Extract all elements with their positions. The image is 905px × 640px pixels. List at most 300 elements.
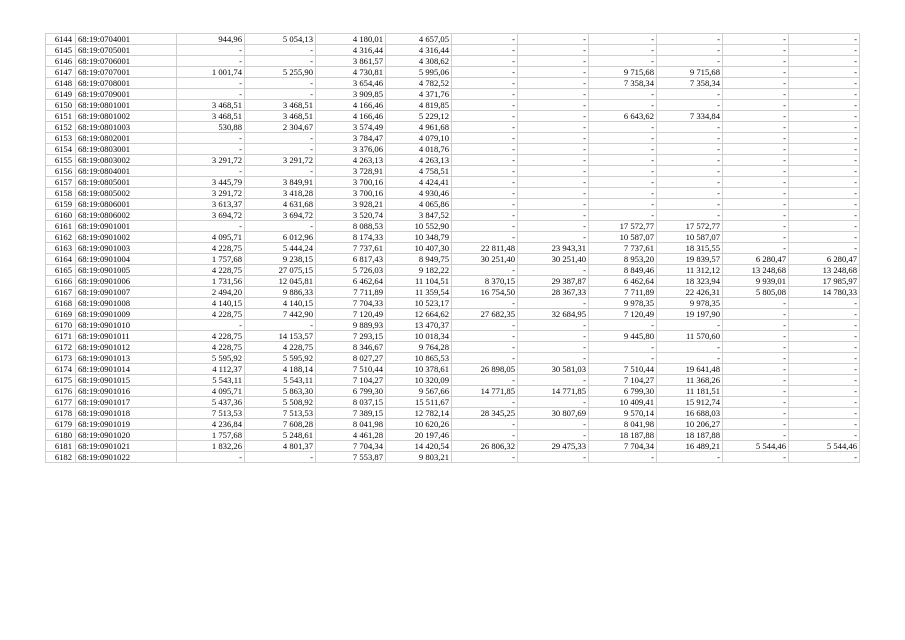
value-cell: 4 730,81 xyxy=(316,67,386,78)
value-cell: 5 543,11 xyxy=(177,375,245,386)
value-cell: - xyxy=(723,364,789,375)
value-cell: 5 805,08 xyxy=(723,287,789,298)
value-cell: 10 865,53 xyxy=(386,353,452,364)
value-cell: - xyxy=(657,122,723,133)
value-cell: - xyxy=(723,386,789,397)
cadastral-code-cell: 68:19:0705001 xyxy=(76,45,177,56)
row-number-cell: 6159 xyxy=(46,199,76,210)
table-row xyxy=(46,441,860,452)
value-cell: 7 704,34 xyxy=(316,441,386,452)
value-cell: 6 799,30 xyxy=(589,386,657,397)
value-cell: - xyxy=(723,78,789,89)
value-cell: 4 166,46 xyxy=(316,111,386,122)
value-cell: - xyxy=(789,78,860,89)
value-cell: 4 782,52 xyxy=(386,78,452,89)
value-cell: 3 694,72 xyxy=(177,210,245,221)
value-cell: - xyxy=(452,111,518,122)
value-cell: 8 949,75 xyxy=(386,254,452,265)
table-row xyxy=(46,430,860,441)
value-cell: 13 248,68 xyxy=(789,265,860,276)
value-cell: 10 409,41 xyxy=(589,397,657,408)
value-cell: 9 889,93 xyxy=(316,320,386,331)
value-cell: - xyxy=(789,221,860,232)
value-cell: 10 523,17 xyxy=(386,298,452,309)
value-cell: 12 782,14 xyxy=(386,408,452,419)
cadastral-code-cell: 68:19:0805002 xyxy=(76,188,177,199)
value-cell: 7 358,34 xyxy=(657,78,723,89)
value-cell: - xyxy=(177,166,245,177)
table-row xyxy=(46,331,860,342)
value-cell: - xyxy=(452,265,518,276)
row-number-cell: 6146 xyxy=(46,56,76,67)
value-cell: - xyxy=(518,419,589,430)
value-cell: 7 704,34 xyxy=(589,441,657,452)
value-cell: - xyxy=(589,199,657,210)
value-cell: 4 228,75 xyxy=(177,309,245,320)
value-cell: - xyxy=(723,45,789,56)
table-row xyxy=(46,89,860,100)
value-cell: - xyxy=(177,45,245,56)
value-cell: 7 358,34 xyxy=(589,78,657,89)
value-cell: - xyxy=(657,353,723,364)
value-cell: - xyxy=(245,144,316,155)
cadastral-code-cell: 68:19:0803002 xyxy=(76,155,177,166)
value-cell: - xyxy=(789,166,860,177)
cadastral-code-cell: 68:19:0709001 xyxy=(76,89,177,100)
value-cell: 3 376,06 xyxy=(316,144,386,155)
value-cell: - xyxy=(452,419,518,430)
cadastral-code-cell: 68:19:0708001 xyxy=(76,78,177,89)
row-number-cell: 6154 xyxy=(46,144,76,155)
value-cell: - xyxy=(723,133,789,144)
value-cell: - xyxy=(518,298,589,309)
value-cell: 7 513,53 xyxy=(177,408,245,419)
value-cell: - xyxy=(518,155,589,166)
value-cell: 5 595,92 xyxy=(245,353,316,364)
value-cell: - xyxy=(518,133,589,144)
value-cell: 10 552,90 xyxy=(386,221,452,232)
value-cell: - xyxy=(723,199,789,210)
value-cell: - xyxy=(452,34,518,45)
value-cell: - xyxy=(723,452,789,463)
value-cell: - xyxy=(452,221,518,232)
value-cell: 30 251,40 xyxy=(518,254,589,265)
value-cell: - xyxy=(518,342,589,353)
value-cell: - xyxy=(452,298,518,309)
row-number-cell: 6145 xyxy=(46,45,76,56)
value-cell: 4 316,44 xyxy=(316,45,386,56)
value-cell: 5 543,11 xyxy=(245,375,316,386)
value-cell: 3 654,46 xyxy=(316,78,386,89)
table-row xyxy=(46,45,860,56)
value-cell: 5 248,61 xyxy=(245,430,316,441)
value-cell: - xyxy=(452,122,518,133)
value-cell: - xyxy=(789,56,860,67)
value-cell: - xyxy=(657,320,723,331)
row-number-cell: 6147 xyxy=(46,67,76,78)
value-cell: 7 737,61 xyxy=(316,243,386,254)
table-row xyxy=(46,419,860,430)
value-cell: 3 418,28 xyxy=(245,188,316,199)
value-cell: 4 180,01 xyxy=(316,34,386,45)
value-cell: - xyxy=(789,353,860,364)
value-cell: - xyxy=(789,89,860,100)
table-row xyxy=(46,397,860,408)
value-cell: 5 995,06 xyxy=(386,67,452,78)
value-cell: - xyxy=(789,67,860,78)
value-cell: 1 757,68 xyxy=(177,430,245,441)
value-cell: 5 595,92 xyxy=(177,353,245,364)
value-cell: 14 771,85 xyxy=(518,386,589,397)
value-cell: 19 641,48 xyxy=(657,364,723,375)
cadastral-code-cell: 68:19:0804001 xyxy=(76,166,177,177)
value-cell: 6 643,62 xyxy=(589,111,657,122)
table-row xyxy=(46,210,860,221)
value-cell: 4 930,46 xyxy=(386,188,452,199)
value-cell: 3 694,72 xyxy=(245,210,316,221)
value-cell: 26 806,32 xyxy=(452,441,518,452)
value-cell: - xyxy=(518,188,589,199)
value-cell: - xyxy=(723,155,789,166)
table-row xyxy=(46,309,860,320)
value-cell: - xyxy=(518,144,589,155)
table-row xyxy=(46,144,860,155)
value-cell: - xyxy=(723,397,789,408)
value-cell: - xyxy=(789,155,860,166)
value-cell: 4 657,05 xyxy=(386,34,452,45)
value-cell: - xyxy=(723,144,789,155)
cadastral-code-cell: 68:19:0901014 xyxy=(76,364,177,375)
row-number-cell: 6171 xyxy=(46,331,76,342)
value-cell: 4 263,13 xyxy=(316,155,386,166)
row-number-cell: 6178 xyxy=(46,408,76,419)
value-cell: 15 912,74 xyxy=(657,397,723,408)
value-cell: - xyxy=(452,452,518,463)
table-row xyxy=(46,199,860,210)
value-cell: 9 567,66 xyxy=(386,386,452,397)
value-cell: - xyxy=(723,221,789,232)
cadastral-code-cell: 68:19:0901012 xyxy=(76,342,177,353)
value-cell: 5 229,12 xyxy=(386,111,452,122)
value-cell: - xyxy=(723,342,789,353)
value-cell: 10 587,07 xyxy=(657,232,723,243)
cadastral-code-cell: 68:19:0901004 xyxy=(76,254,177,265)
cadastral-code-cell: 68:19:0901019 xyxy=(76,419,177,430)
value-cell: - xyxy=(789,144,860,155)
value-cell: - xyxy=(723,210,789,221)
value-cell: - xyxy=(452,177,518,188)
value-cell: 26 898,05 xyxy=(452,364,518,375)
table-row xyxy=(46,254,860,265)
value-cell: 4 236,84 xyxy=(177,419,245,430)
value-cell: - xyxy=(518,210,589,221)
value-cell: - xyxy=(723,298,789,309)
value-cell: - xyxy=(589,122,657,133)
value-cell: 32 684,95 xyxy=(518,309,589,320)
value-cell: - xyxy=(518,353,589,364)
value-cell: - xyxy=(518,56,589,67)
value-cell: 9 978,35 xyxy=(589,298,657,309)
cadastral-code-cell: 68:19:0706001 xyxy=(76,56,177,67)
value-cell: - xyxy=(789,364,860,375)
cadastral-code-cell: 68:19:0802001 xyxy=(76,133,177,144)
value-cell: - xyxy=(452,232,518,243)
value-cell: - xyxy=(452,210,518,221)
value-cell: - xyxy=(518,232,589,243)
value-cell: - xyxy=(789,397,860,408)
value-cell: 8 849,46 xyxy=(589,265,657,276)
value-cell: 4 424,41 xyxy=(386,177,452,188)
row-number-cell: 6157 xyxy=(46,177,76,188)
value-cell: - xyxy=(177,221,245,232)
value-cell: 4 188,14 xyxy=(245,364,316,375)
value-cell: - xyxy=(657,89,723,100)
value-cell: - xyxy=(245,78,316,89)
cadastral-code-cell: 68:19:0901007 xyxy=(76,287,177,298)
table-row xyxy=(46,232,860,243)
value-cell: 6 280,47 xyxy=(723,254,789,265)
value-cell: 7 293,15 xyxy=(316,331,386,342)
value-cell: - xyxy=(452,320,518,331)
row-number-cell: 6182 xyxy=(46,452,76,463)
value-cell: 3 613,37 xyxy=(177,199,245,210)
value-cell: 9 803,21 xyxy=(386,452,452,463)
row-number-cell: 6153 xyxy=(46,133,76,144)
value-cell: - xyxy=(789,188,860,199)
value-cell: - xyxy=(518,166,589,177)
value-cell: 8 346,67 xyxy=(316,342,386,353)
value-cell: 18 315,55 xyxy=(657,243,723,254)
value-cell: - xyxy=(245,452,316,463)
value-cell: 8 041,98 xyxy=(316,419,386,430)
value-cell: - xyxy=(789,452,860,463)
value-cell: - xyxy=(723,100,789,111)
value-cell: 6 799,30 xyxy=(316,386,386,397)
cadastral-code-cell: 68:19:0801002 xyxy=(76,111,177,122)
value-cell: 23 943,31 xyxy=(518,243,589,254)
value-cell: 3 928,21 xyxy=(316,199,386,210)
value-cell: - xyxy=(452,397,518,408)
value-cell: 16 489,21 xyxy=(657,441,723,452)
cadastral-code-cell: 68:19:0901016 xyxy=(76,386,177,397)
value-cell: 10 620,26 xyxy=(386,419,452,430)
table-body xyxy=(46,34,860,463)
cadastral-code-cell: 68:19:0806002 xyxy=(76,210,177,221)
value-cell: 3 468,51 xyxy=(177,100,245,111)
table-row xyxy=(46,265,860,276)
value-cell: 17 985,97 xyxy=(789,276,860,287)
data-table xyxy=(45,33,860,463)
value-cell: 15 511,67 xyxy=(386,397,452,408)
value-cell: 20 197,46 xyxy=(386,430,452,441)
table-row xyxy=(46,34,860,45)
value-cell: - xyxy=(589,342,657,353)
value-cell: - xyxy=(723,89,789,100)
value-cell: 11 181,51 xyxy=(657,386,723,397)
value-cell: - xyxy=(657,199,723,210)
value-cell: 17 572,77 xyxy=(589,221,657,232)
value-cell: - xyxy=(723,331,789,342)
value-cell: 9 978,35 xyxy=(657,298,723,309)
value-cell: 1 832,26 xyxy=(177,441,245,452)
value-cell: - xyxy=(589,56,657,67)
value-cell: - xyxy=(789,331,860,342)
value-cell: - xyxy=(245,320,316,331)
cadastral-code-cell: 68:19:0901018 xyxy=(76,408,177,419)
table-row xyxy=(46,67,860,78)
value-cell: 7 104,27 xyxy=(316,375,386,386)
value-cell: 19 197,90 xyxy=(657,309,723,320)
value-cell: - xyxy=(789,298,860,309)
value-cell: 5 544,46 xyxy=(789,441,860,452)
cadastral-code-cell: 68:19:0704001 xyxy=(76,34,177,45)
row-number-cell: 6165 xyxy=(46,265,76,276)
value-cell: - xyxy=(452,56,518,67)
value-cell: 4 228,75 xyxy=(177,331,245,342)
cadastral-code-cell: 68:19:0901017 xyxy=(76,397,177,408)
value-cell: - xyxy=(589,188,657,199)
row-number-cell: 6177 xyxy=(46,397,76,408)
table-row xyxy=(46,375,860,386)
value-cell: - xyxy=(589,452,657,463)
value-cell: - xyxy=(589,210,657,221)
value-cell: - xyxy=(789,309,860,320)
value-cell: - xyxy=(245,89,316,100)
value-cell: 4 018,76 xyxy=(386,144,452,155)
value-cell: - xyxy=(723,67,789,78)
value-cell: - xyxy=(789,177,860,188)
cadastral-code-cell: 68:19:0803001 xyxy=(76,144,177,155)
table-row xyxy=(46,188,860,199)
value-cell: 11 312,12 xyxy=(657,265,723,276)
cadastral-code-cell: 68:19:0901005 xyxy=(76,265,177,276)
value-cell: 3 291,72 xyxy=(245,155,316,166)
value-cell: 3 574,49 xyxy=(316,122,386,133)
cadastral-code-cell: 68:19:0901011 xyxy=(76,331,177,342)
value-cell: 3 784,47 xyxy=(316,133,386,144)
value-cell: 10 018,34 xyxy=(386,331,452,342)
value-cell: - xyxy=(789,386,860,397)
value-cell: 22 426,31 xyxy=(657,287,723,298)
value-cell: - xyxy=(723,122,789,133)
cadastral-code-cell: 68:19:0901015 xyxy=(76,375,177,386)
value-cell: 7 120,49 xyxy=(589,309,657,320)
value-cell: - xyxy=(723,177,789,188)
value-cell: 10 206,27 xyxy=(657,419,723,430)
value-cell: - xyxy=(789,342,860,353)
value-cell: - xyxy=(657,56,723,67)
row-number-cell: 6167 xyxy=(46,287,76,298)
row-number-cell: 6180 xyxy=(46,430,76,441)
value-cell: 5 437,36 xyxy=(177,397,245,408)
value-cell: - xyxy=(589,34,657,45)
value-cell: 9 238,15 xyxy=(245,254,316,265)
value-cell: 9 886,33 xyxy=(245,287,316,298)
row-number-cell: 6166 xyxy=(46,276,76,287)
row-number-cell: 6162 xyxy=(46,232,76,243)
value-cell: - xyxy=(518,199,589,210)
value-cell: 4 140,15 xyxy=(245,298,316,309)
value-cell: - xyxy=(452,342,518,353)
value-cell: 8 027,27 xyxy=(316,353,386,364)
value-cell: 10 320,09 xyxy=(386,375,452,386)
value-cell: - xyxy=(789,408,860,419)
value-cell: - xyxy=(723,243,789,254)
value-cell: - xyxy=(789,45,860,56)
value-cell: - xyxy=(589,177,657,188)
value-cell: - xyxy=(452,375,518,386)
value-cell: 4 819,85 xyxy=(386,100,452,111)
value-cell: - xyxy=(518,34,589,45)
value-cell: - xyxy=(657,144,723,155)
value-cell: 3 468,51 xyxy=(245,100,316,111)
value-cell: 4 316,44 xyxy=(386,45,452,56)
table-row xyxy=(46,177,860,188)
value-cell: 7 104,27 xyxy=(589,375,657,386)
value-cell: - xyxy=(177,89,245,100)
value-cell: - xyxy=(452,331,518,342)
row-number-cell: 6179 xyxy=(46,419,76,430)
value-cell: 6 462,64 xyxy=(589,276,657,287)
value-cell: - xyxy=(723,166,789,177)
value-cell: - xyxy=(452,89,518,100)
value-cell: - xyxy=(518,67,589,78)
table-row xyxy=(46,243,860,254)
value-cell: - xyxy=(518,45,589,56)
value-cell: 4 095,71 xyxy=(177,386,245,397)
value-cell: 1 757,68 xyxy=(177,254,245,265)
cadastral-code-cell: 68:19:0801001 xyxy=(76,100,177,111)
value-cell: 28 345,25 xyxy=(452,408,518,419)
value-cell: 4 095,71 xyxy=(177,232,245,243)
cadastral-code-cell: 68:19:0901013 xyxy=(76,353,177,364)
value-cell: 12 664,62 xyxy=(386,309,452,320)
value-cell: 4 228,75 xyxy=(245,342,316,353)
value-cell: 27 075,15 xyxy=(245,265,316,276)
value-cell: 9 939,01 xyxy=(723,276,789,287)
value-cell: 12 045,81 xyxy=(245,276,316,287)
value-cell: - xyxy=(518,221,589,232)
table-row xyxy=(46,221,860,232)
value-cell: - xyxy=(245,221,316,232)
value-cell: 8 088,53 xyxy=(316,221,386,232)
value-cell: - xyxy=(518,122,589,133)
value-cell: - xyxy=(657,45,723,56)
value-cell: 3 909,85 xyxy=(316,89,386,100)
cadastral-code-cell: 68:19:0901003 xyxy=(76,243,177,254)
value-cell: 4 961,68 xyxy=(386,122,452,133)
row-number-cell: 6181 xyxy=(46,441,76,452)
value-cell: - xyxy=(589,166,657,177)
table-row xyxy=(46,452,860,463)
value-cell: - xyxy=(723,353,789,364)
cadastral-code-cell: 68:19:0901010 xyxy=(76,320,177,331)
row-number-cell: 6173 xyxy=(46,353,76,364)
value-cell: 3 728,91 xyxy=(316,166,386,177)
value-cell: 30 581,03 xyxy=(518,364,589,375)
value-cell: - xyxy=(452,144,518,155)
row-number-cell: 6163 xyxy=(46,243,76,254)
value-cell: 14 420,54 xyxy=(386,441,452,452)
value-cell: - xyxy=(723,430,789,441)
cadastral-code-cell: 68:19:0901009 xyxy=(76,309,177,320)
cadastral-code-cell: 68:19:0901021 xyxy=(76,441,177,452)
value-cell: - xyxy=(789,210,860,221)
value-cell: - xyxy=(723,56,789,67)
value-cell: 17 572,77 xyxy=(657,221,723,232)
value-cell: 7 553,87 xyxy=(316,452,386,463)
cadastral-code-cell: 68:19:0805001 xyxy=(76,177,177,188)
